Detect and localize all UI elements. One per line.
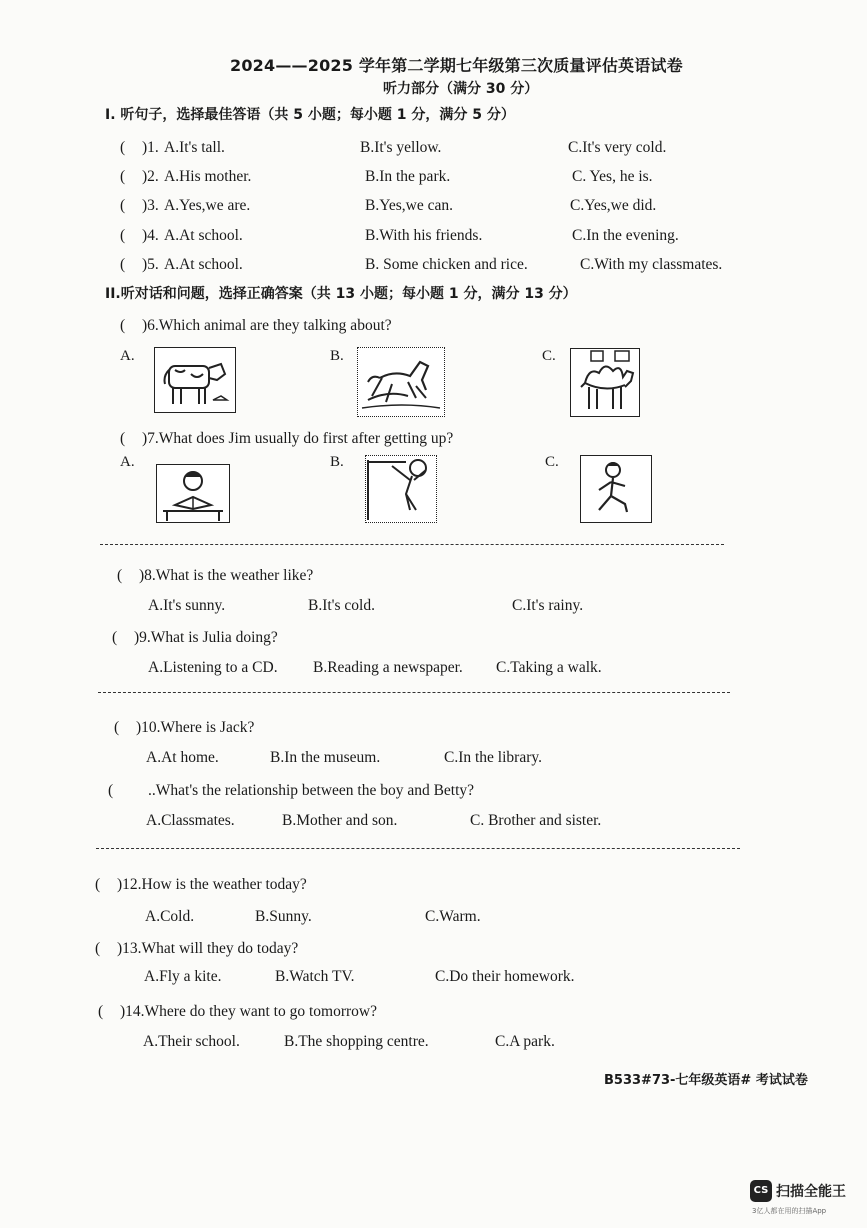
dashed-divider (100, 544, 724, 545)
q7-option-a[interactable]: A. (120, 454, 135, 470)
q3-option-c[interactable]: C.Yes,we did. (570, 197, 657, 214)
q3-option-b[interactable]: B.Yes,we can. (365, 197, 453, 214)
q13-option-b[interactable]: B.Watch TV. (275, 968, 355, 985)
camscanner-logo-icon: CS (750, 1180, 772, 1202)
q9-option-b[interactable]: B.Reading a newspaper. (313, 659, 463, 676)
q7-option-b[interactable]: B. (330, 454, 344, 470)
q5-option-a[interactable]: A.At school. (164, 256, 243, 273)
section-2-heading: II.听对话和问题，选择正确答案（共 13 小题；每小题 1 分，满分 13 分） (105, 286, 577, 302)
q4-option-c[interactable]: C.In the evening. (572, 227, 679, 244)
q10-option-a[interactable]: A.At home. (146, 749, 219, 766)
q12-option-a[interactable]: A.Cold. (145, 908, 195, 925)
exam-code: B533#73-七年级英语# 考试试卷 (604, 1073, 808, 1088)
q11-option-b[interactable]: B.Mother and son. (282, 812, 398, 829)
q5-option-c[interactable]: C.With my classmates. (580, 256, 723, 273)
q11-option-a[interactable]: A.Classmates. (146, 812, 235, 829)
q14-option-a[interactable]: A.Their school. (143, 1033, 240, 1050)
listening-subtitle: 听力部分（满分 30 分） (383, 81, 539, 97)
q2-option-c[interactable]: C. Yes, he is. (572, 168, 653, 185)
q7-text: )7.What does Jim usually do first after getting up? (142, 430, 454, 447)
reading-boy-picture[interactable] (156, 464, 230, 523)
q2-option-a[interactable]: A.His mother. (164, 168, 252, 185)
q11-text: ..What's the relationship between the boy and Betty? (148, 782, 475, 799)
q2-option-b[interactable]: B.In the park. (365, 168, 451, 185)
running-boy-icon (581, 456, 651, 522)
q13-option-c[interactable]: C.Do their homework. (435, 968, 575, 985)
q14-option-c[interactable]: C.A park. (495, 1033, 555, 1050)
q12-text: )12.How is the weather today? (117, 876, 307, 893)
q12-option-b[interactable]: B.Sunny. (255, 908, 312, 925)
scanner-brand-tagline: 3亿人都在用的扫描App (752, 1207, 827, 1215)
q9-text: )9.What is Julia doing? (134, 629, 278, 646)
q3-option-a[interactable]: A.Yes,we are. (164, 197, 251, 214)
reading-boy-icon (157, 465, 229, 522)
q6-option-c[interactable]: C. (542, 348, 556, 364)
q1-option-c[interactable]: C.It's very cold. (568, 139, 667, 156)
q6-option-b[interactable]: B. (330, 348, 344, 364)
q13-text: )13.What will they do today? (117, 940, 299, 957)
q9-option-a[interactable]: A.Listening to a CD. (148, 659, 278, 676)
q5-option-b[interactable]: B. Some chicken and rice. (365, 256, 528, 273)
dashed-divider (98, 692, 730, 693)
q10-option-b[interactable]: B.In the museum. (270, 749, 381, 766)
climbing-boy-picture[interactable] (365, 455, 437, 523)
q14-text: )14.Where do they want to go tomorrow? (120, 1003, 377, 1020)
dashed-divider (96, 848, 740, 849)
q1-option-b[interactable]: B.It's yellow. (360, 139, 442, 156)
q8-text: )8.What is the weather like? (139, 567, 314, 584)
q11-option-c[interactable]: C. Brother and sister. (470, 812, 602, 829)
q8-option-b[interactable]: B.It's cold. (308, 597, 375, 614)
section-1-heading: I. 听句子，选择最佳答语（共 5 小题；每小题 1 分，满分 5 分） (105, 107, 515, 123)
q12-option-c[interactable]: C.Warm. (425, 908, 481, 925)
q4-option-b[interactable]: B.With his friends. (365, 227, 483, 244)
cow-picture[interactable] (154, 347, 236, 413)
horse-icon (358, 348, 444, 416)
climbing-boy-icon (366, 456, 436, 522)
cow-icon (155, 348, 235, 412)
q13-option-a[interactable]: A.Fly a kite. (144, 968, 222, 985)
q7-option-c[interactable]: C. (545, 454, 559, 470)
q8-option-a[interactable]: A.It's sunny. (148, 597, 226, 614)
q6-option-a[interactable]: A. (120, 348, 135, 364)
q4-option-a[interactable]: A.At school. (164, 227, 243, 244)
q10-text: )10.Where is Jack? (136, 719, 255, 736)
exam-title: 2024——2025 学年第二学期七年级第三次质量评估英语试卷 (230, 56, 683, 75)
q14-option-b[interactable]: B.The shopping centre. (284, 1033, 429, 1050)
q1-option-a[interactable]: A.It's tall. (164, 139, 225, 156)
camel-picture[interactable] (570, 348, 640, 417)
q6-text: )6.Which animal are they talking about? (142, 317, 392, 334)
camel-icon (571, 349, 639, 416)
q9-option-c[interactable]: C.Taking a walk. (496, 659, 602, 676)
running-boy-picture[interactable] (580, 455, 652, 523)
q10-option-c[interactable]: C.In the library. (444, 749, 542, 766)
q8-option-c[interactable]: C.It's rainy. (512, 597, 584, 614)
horse-picture[interactable] (357, 347, 445, 417)
scanner-brand: 扫描全能王 (776, 1184, 846, 1200)
